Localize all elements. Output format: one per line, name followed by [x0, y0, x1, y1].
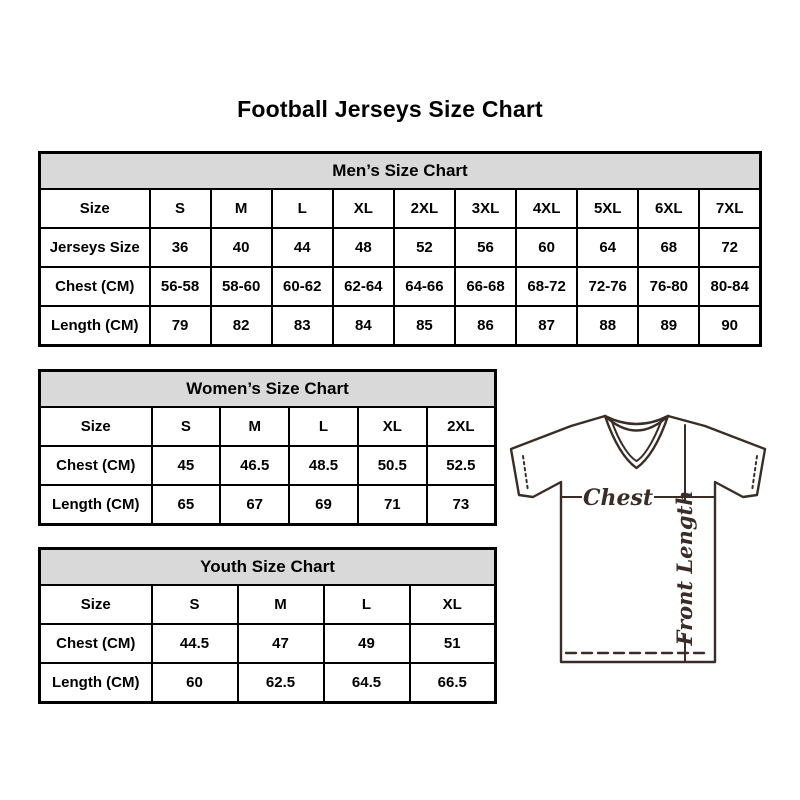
- men-table: [38, 151, 762, 347]
- women-row-label: Length (CM): [40, 485, 152, 525]
- men-row-label: Chest (CM): [40, 267, 150, 306]
- women-value-cell: 2XL: [427, 407, 496, 446]
- men-value-cell: 89: [638, 306, 699, 346]
- women-table-title: Women’s Size Chart: [40, 371, 496, 408]
- women-value-cell: S: [152, 407, 221, 446]
- jersey-outline-shape: [511, 416, 765, 662]
- youth-table-title: Youth Size Chart: [40, 549, 496, 586]
- women-table-row: [40, 407, 496, 446]
- men-value-cell: 64: [577, 228, 638, 267]
- men-value-cell: 72: [699, 228, 760, 267]
- women-value-cell: L: [289, 407, 358, 446]
- men-value-cell: S: [150, 189, 211, 228]
- women-value-cell: XL: [358, 407, 427, 446]
- youth-value-cell: L: [324, 585, 410, 624]
- women-value-cell: 46.5: [220, 446, 289, 485]
- youth-row-label: Chest (CM): [40, 624, 152, 663]
- men-value-cell: M: [211, 189, 272, 228]
- youth-value-cell: 62.5: [238, 663, 324, 703]
- men-table-row: [40, 189, 761, 228]
- womens-size-table: [38, 369, 497, 526]
- men-value-cell: 44: [272, 228, 333, 267]
- women-value-cell: 50.5: [358, 446, 427, 485]
- men-value-cell: 58-60: [211, 267, 272, 306]
- chest-label: Chest: [582, 485, 654, 511]
- mens-size-table: [38, 151, 762, 347]
- youth-value-cell: 60: [152, 663, 238, 703]
- page-title: Football Jerseys Size Chart: [237, 96, 543, 122]
- youth-value-cell: 66.5: [410, 663, 496, 703]
- men-value-cell: 90: [699, 306, 760, 346]
- men-value-cell: 88: [577, 306, 638, 346]
- youth-value-cell: 64.5: [324, 663, 410, 703]
- women-value-cell: M: [220, 407, 289, 446]
- front-length-label: Front Length: [672, 490, 697, 646]
- men-value-cell: 87: [516, 306, 577, 346]
- women-table-row: [40, 446, 496, 485]
- men-value-cell: 72-76: [577, 267, 638, 306]
- men-value-cell: XL: [333, 189, 394, 228]
- men-value-cell: 84: [333, 306, 394, 346]
- men-table-row: [40, 306, 761, 346]
- men-value-cell: L: [272, 189, 333, 228]
- youth-value-cell: 51: [410, 624, 496, 663]
- men-value-cell: 80-84: [699, 267, 760, 306]
- men-row-label: Size: [40, 189, 150, 228]
- men-value-cell: 60-62: [272, 267, 333, 306]
- men-table-row: [40, 228, 761, 267]
- jersey-measurement-diagram: [500, 396, 780, 676]
- men-value-cell: 62-64: [333, 267, 394, 306]
- youth-row-label: Size: [40, 585, 152, 624]
- women-value-cell: 69: [289, 485, 358, 525]
- women-value-cell: 52.5: [427, 446, 496, 485]
- men-value-cell: 64-66: [394, 267, 455, 306]
- men-value-cell: 52: [394, 228, 455, 267]
- men-value-cell: 79: [150, 306, 211, 346]
- women-row-label: Chest (CM): [40, 446, 152, 485]
- men-table-title: Men’s Size Chart: [40, 153, 761, 190]
- men-table-row: [40, 267, 761, 306]
- women-table: [38, 369, 497, 526]
- men-value-cell: 3XL: [455, 189, 516, 228]
- men-value-cell: 6XL: [638, 189, 699, 228]
- men-row-label: Jerseys Size: [40, 228, 150, 267]
- women-value-cell: 67: [220, 485, 289, 525]
- women-value-cell: 48.5: [289, 446, 358, 485]
- women-value-cell: 71: [358, 485, 427, 525]
- men-value-cell: 48: [333, 228, 394, 267]
- women-row-label: Size: [40, 407, 152, 446]
- men-value-cell: 2XL: [394, 189, 455, 228]
- youth-table-row: [40, 663, 496, 703]
- men-value-cell: 83: [272, 306, 333, 346]
- men-value-cell: 40: [211, 228, 272, 267]
- youth-value-cell: S: [152, 585, 238, 624]
- men-value-cell: 82: [211, 306, 272, 346]
- youth-value-cell: XL: [410, 585, 496, 624]
- men-value-cell: 56-58: [150, 267, 211, 306]
- youth-row-label: Length (CM): [40, 663, 152, 703]
- men-value-cell: 85: [394, 306, 455, 346]
- men-value-cell: 36: [150, 228, 211, 267]
- men-value-cell: 66-68: [455, 267, 516, 306]
- youth-value-cell: 49: [324, 624, 410, 663]
- men-row-label: Length (CM): [40, 306, 150, 346]
- youth-table: [38, 547, 497, 704]
- men-value-cell: 76-80: [638, 267, 699, 306]
- men-value-cell: 7XL: [699, 189, 760, 228]
- youth-size-table: [38, 547, 497, 704]
- women-value-cell: 73: [427, 485, 496, 525]
- youth-value-cell: M: [238, 585, 324, 624]
- men-value-cell: 86: [455, 306, 516, 346]
- men-value-cell: 68: [638, 228, 699, 267]
- youth-value-cell: 47: [238, 624, 324, 663]
- women-value-cell: 65: [152, 485, 221, 525]
- youth-value-cell: 44.5: [152, 624, 238, 663]
- women-table-row: [40, 485, 496, 525]
- youth-table-row: [40, 585, 496, 624]
- men-value-cell: 5XL: [577, 189, 638, 228]
- men-value-cell: 60: [516, 228, 577, 267]
- men-value-cell: 68-72: [516, 267, 577, 306]
- men-value-cell: 56: [455, 228, 516, 267]
- men-value-cell: 4XL: [516, 189, 577, 228]
- women-value-cell: 45: [152, 446, 221, 485]
- youth-table-row: [40, 624, 496, 663]
